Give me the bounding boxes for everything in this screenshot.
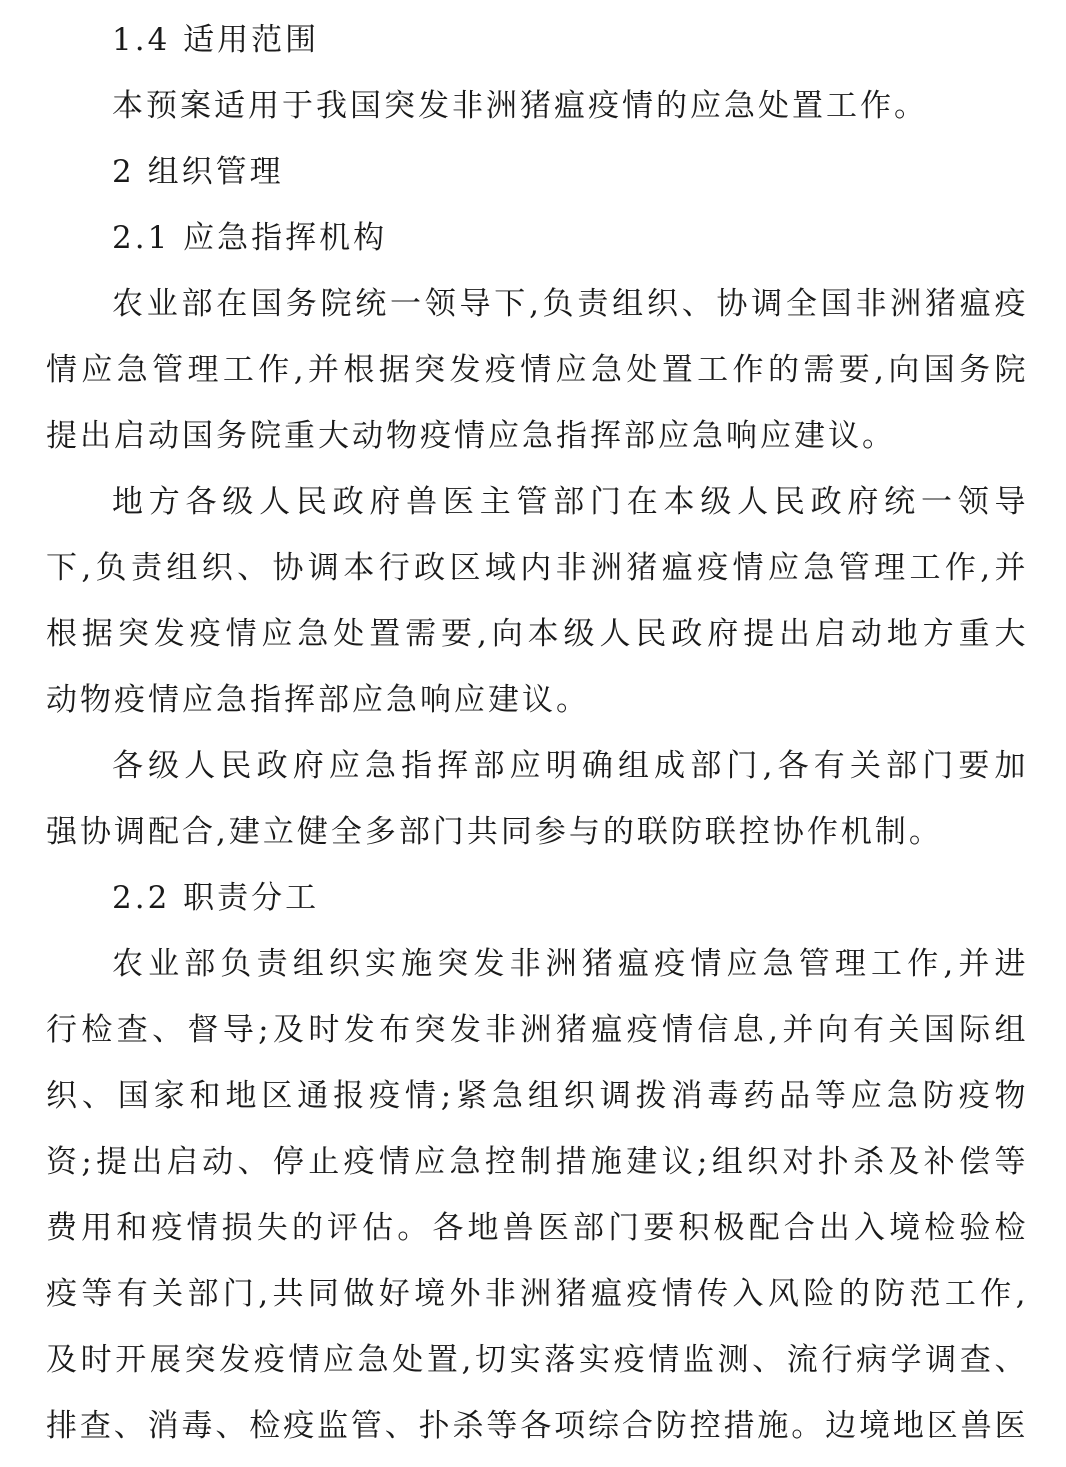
paragraph-line: 资;提出启动、停止疫情应急控制措施建议;组织对扑杀及补偿等 bbox=[46, 1144, 1026, 1180]
paragraph-line: 提出启动国务院重大动物疫情应急指挥部应急响应建议。 bbox=[46, 418, 896, 454]
paragraph-line: 动物疫情应急指挥部应急响应建议。 bbox=[46, 682, 590, 718]
paragraph-line: 本预案适用于我国突发非洲猪瘟疫情的应急处置工作。 bbox=[112, 88, 928, 124]
paragraph-line: 排查、消毒、检疫监管、扑杀等各项综合防控措施。边境地区兽医 bbox=[46, 1408, 1026, 1444]
section-heading-2-2: 2.2 职责分工 bbox=[112, 880, 320, 916]
paragraph-line: 行检查、督导;及时发布突发非洲猪瘟疫情信息,并向有关国际组 bbox=[46, 1012, 1026, 1048]
paragraph-line: 根据突发疫情应急处置需要,向本级人民政府提出启动地方重大 bbox=[46, 616, 1026, 652]
paragraph-line: 织、国家和地区通报疫情;紧急组织调拨消毒药品等应急防疫物 bbox=[46, 1078, 1026, 1114]
paragraph-line: 地方各级人民政府兽医主管部门在本级人民政府统一领导 bbox=[112, 484, 1026, 520]
paragraph-line: 费用和疫情损失的评估。各地兽医部门要积极配合出入境检验检 bbox=[46, 1210, 1026, 1246]
paragraph-line: 疫等有关部门,共同做好境外非洲猪瘟疫情传入风险的防范工作, bbox=[46, 1276, 1026, 1312]
paragraph-line: 农业部在国务院统一领导下,负责组织、协调全国非洲猪瘟疫 bbox=[112, 286, 1026, 322]
paragraph-line: 情应急管理工作,并根据突发疫情应急处置工作的需要,向国务院 bbox=[46, 352, 1026, 388]
paragraph-line: 强协调配合,建立健全多部门共同参与的联防联控协作机制。 bbox=[46, 814, 943, 850]
section-heading-2: 2 组织管理 bbox=[112, 154, 284, 190]
section-heading-1-4: 1.4 适用范围 bbox=[112, 22, 320, 58]
section-heading-2-1: 2.1 应急指挥机构 bbox=[112, 220, 388, 256]
paragraph-line: 农业部负责组织实施突发非洲猪瘟疫情应急管理工作,并进 bbox=[112, 946, 1026, 982]
paragraph-line: 下,负责组织、协调本行政区域内非洲猪瘟疫情应急管理工作,并 bbox=[46, 550, 1026, 586]
paragraph-line: 各级人民政府应急指挥部应明确组成部门,各有关部门要加 bbox=[112, 748, 1026, 784]
paragraph-line: 及时开展突发疫情应急处置,切实落实疫情监测、流行病学调查、 bbox=[46, 1342, 1026, 1378]
